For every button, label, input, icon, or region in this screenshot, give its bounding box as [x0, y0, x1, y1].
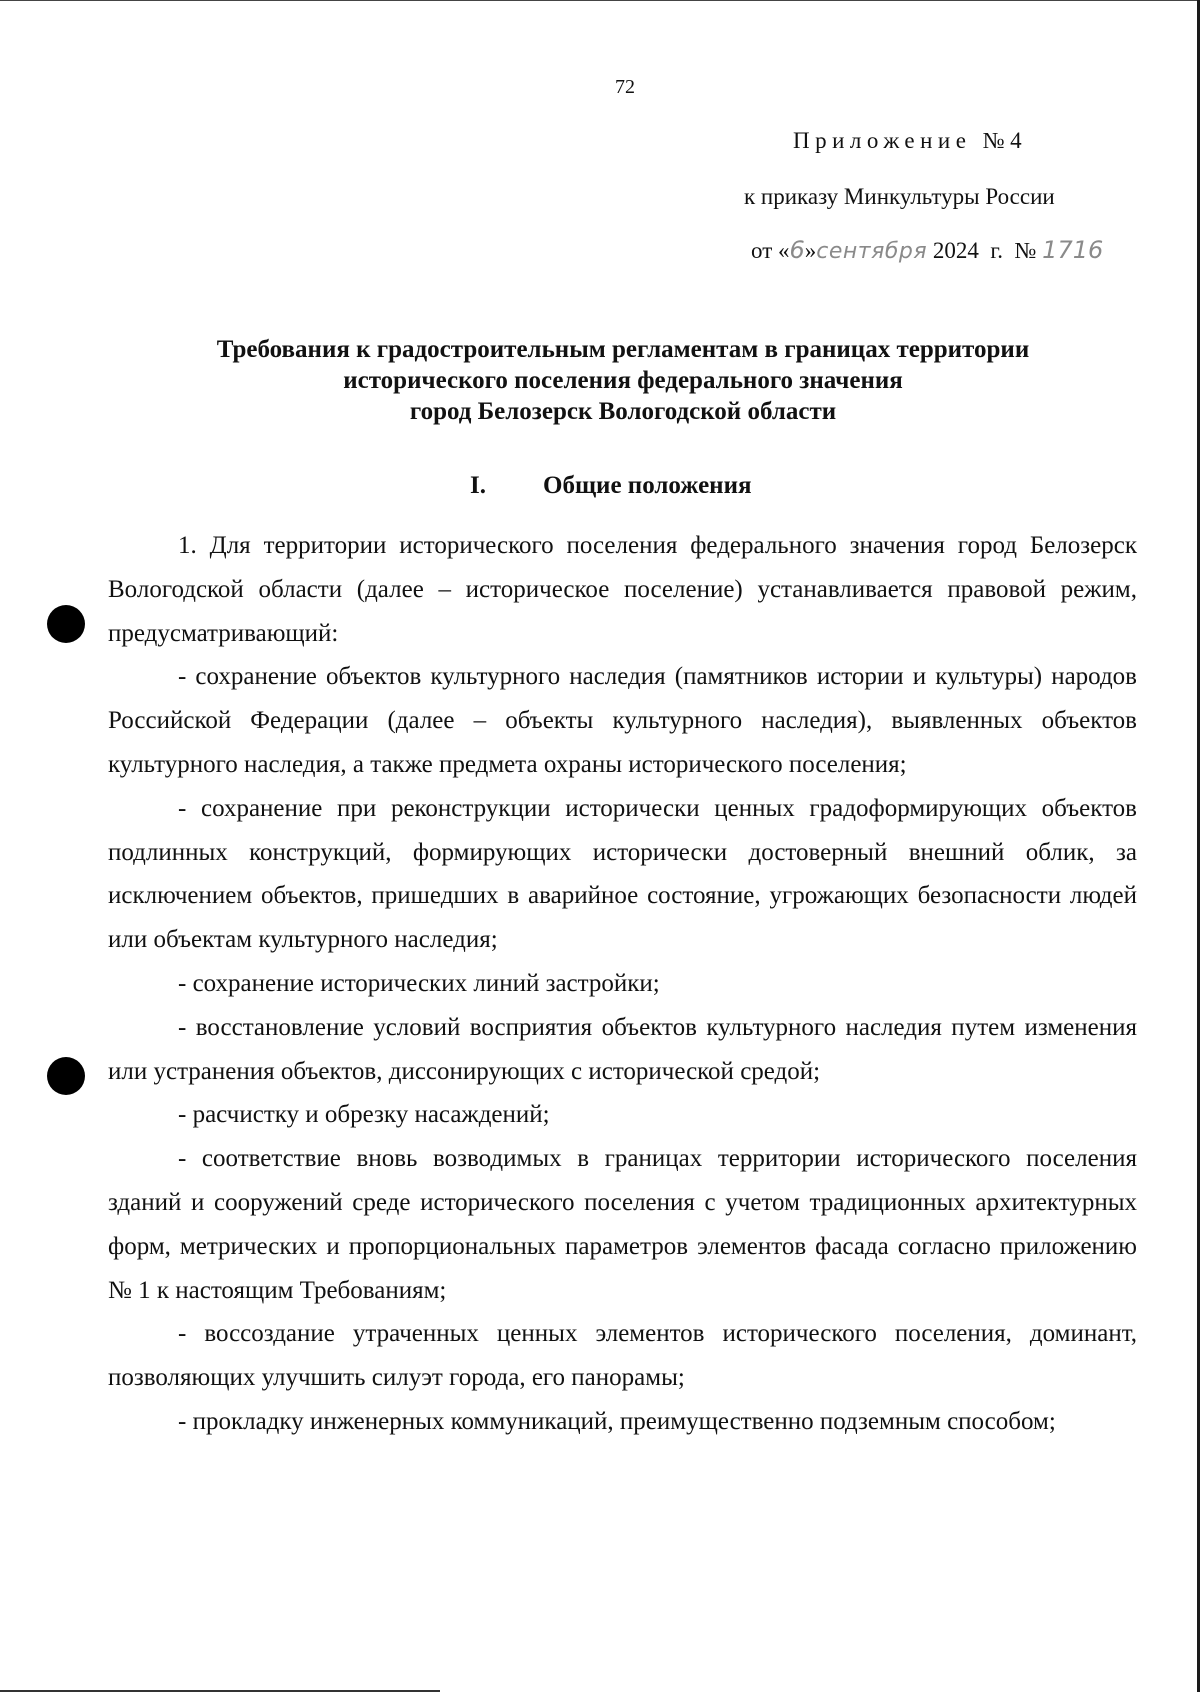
section-number: I. [470, 472, 486, 499]
appendix-label: Приложение №4 [793, 128, 1028, 153]
title-line: Требования к градостроительным регламентам в границах территории [216, 336, 1030, 363]
paragraph: - сохранение исторических линий застройки; [178, 969, 660, 997]
punch-hole-icon [47, 1057, 85, 1095]
paragraph: - расчистку и обрезку насаждений; [178, 1101, 550, 1129]
title-line: исторического поселения федерального значения [343, 367, 903, 394]
paragraph: - прокладку инженерных коммуникаций, преимущественно подземным способом; [178, 1407, 1056, 1435]
page-number: 72 [615, 76, 635, 98]
title-line: город Белозерск Вологодской области [409, 398, 837, 425]
paragraph: - сохранение при реконструкции исторически ценных градоформирующих объектов подлинных конструкций, формирующих исторически достоверный внешний облик, за исключением объектов, пришедших в аварийное состояние, угрожающих безопасности людей или объектам культурного наследия; [108, 794, 1137, 954]
paragraph: 1. Для территории исторического поселения федерального значения город Белозерск Вологодской области (далее – историческое поселение) устанавливается правовой режим, предусматривающий: [108, 532, 1137, 647]
paragraph: - воссоздание утраченных ценных элементов исторического поселения, доминант, позволяющих улучшить силуэт города, его панорамы; [108, 1320, 1137, 1392]
paragraph: - восстановление условий восприятия объектов культурного наследия путем изменения или устранения объектов, диссонирующих с исторической средой; [108, 1013, 1137, 1085]
appendix-reference: к приказу Минкультуры России [744, 184, 1055, 209]
order-number-handwritten: 1716 [1042, 236, 1104, 264]
document-body [108, 524, 1137, 1444]
punch-hole-icon [47, 605, 85, 643]
order-day-handwritten: 6 [789, 236, 805, 264]
order-year: 2024 г. № [927, 238, 1043, 263]
order-prefix: от « [751, 238, 790, 263]
order-month-handwritten: сентября [816, 239, 928, 264]
scan-edge-top [0, 0, 1200, 1]
order-date-number [751, 236, 1103, 264]
section-title: Общие положения [543, 472, 752, 499]
paragraph: - сохранение объектов культурного наследия (памятников истории и культуры) народов Российской Федерации (далее – объекты культурного наследия), выявленных объектов культурного наследия, а также предмета охраны исторического поселения; [108, 663, 1137, 778]
paragraph: - соответствие вновь возводимых в границах территории исторического поселения зданий и сооружений среде исторического поселения с учетом традиционных архитектурных форм, метрических и пропорциональных параметров элементов фасада согласно приложению № 1 к настоящим Требованиям; [108, 1145, 1137, 1304]
order-mid: » [804, 238, 817, 263]
document-title [108, 334, 1138, 427]
